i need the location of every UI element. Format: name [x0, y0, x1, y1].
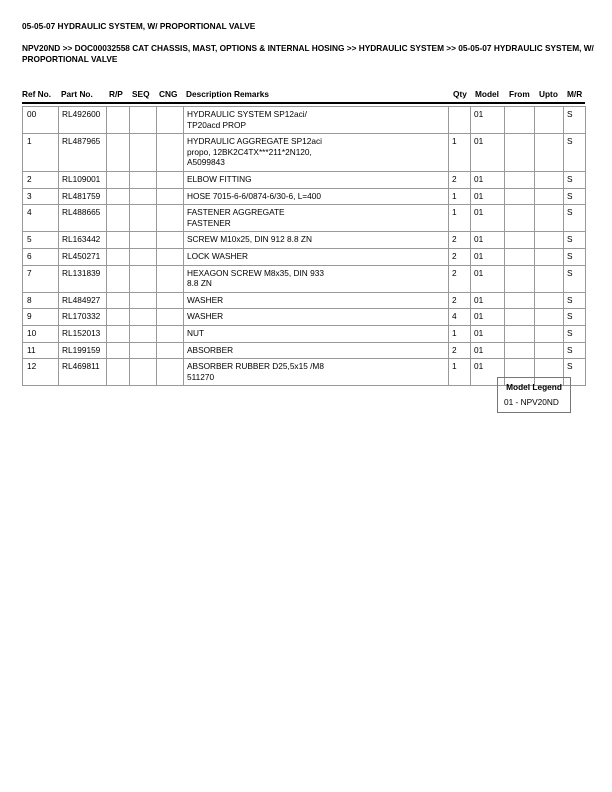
- ref-no-cell: 5: [23, 232, 59, 249]
- rp-cell: [107, 359, 130, 386]
- model-cell: 01: [471, 248, 505, 265]
- header-ref-no: Ref No.: [22, 89, 52, 99]
- header-description: Description Remarks: [186, 89, 270, 99]
- ref-no-cell: 11: [23, 342, 59, 359]
- rp-cell: [107, 188, 130, 205]
- model-cell: 01: [471, 342, 505, 359]
- description-cell: [184, 134, 449, 172]
- model-cell: 01: [471, 359, 505, 386]
- part-no-cell: RL492600: [59, 107, 107, 134]
- description-cell: [184, 188, 449, 205]
- part-no-cell: RL109001: [59, 171, 107, 188]
- rp-cell: [107, 325, 130, 342]
- part-no-cell: RL484927: [59, 292, 107, 309]
- description-line: HEXAGON SCREW M8x35, DIN 933: [187, 267, 324, 278]
- seq-cell: [130, 309, 157, 326]
- parts-table-body: [23, 107, 586, 386]
- upto-cell: [535, 248, 564, 265]
- mr-cell: S: [564, 325, 586, 342]
- part-no-cell: RL481759: [59, 188, 107, 205]
- qty-cell: 1: [449, 325, 471, 342]
- mr-cell: S: [564, 171, 586, 188]
- model-cell: 01: [471, 188, 505, 205]
- ref-no-cell: 9: [23, 309, 59, 326]
- header-seq: SEQ: [132, 89, 150, 99]
- description-line: HOSE 7015-6-6/0874-6/30-6, L=400: [187, 190, 321, 201]
- cng-cell: [157, 309, 184, 326]
- rp-cell: [107, 265, 130, 292]
- table-row: [23, 205, 586, 232]
- upto-cell: [535, 265, 564, 292]
- model-cell: 01: [471, 265, 505, 292]
- qty-cell: 1: [449, 134, 471, 172]
- upto-cell: [535, 232, 564, 249]
- header-model: Model: [475, 89, 499, 99]
- description-line: ABSORBER: [187, 344, 234, 355]
- cng-cell: [157, 205, 184, 232]
- table-row: [23, 265, 586, 292]
- rp-cell: [107, 205, 130, 232]
- table-row: [23, 188, 586, 205]
- from-cell: [505, 342, 535, 359]
- description-line: TP20acd PROP: [187, 119, 247, 130]
- seq-cell: [130, 134, 157, 172]
- cng-cell: [157, 325, 184, 342]
- seq-cell: [130, 359, 157, 386]
- table-row: [23, 107, 586, 134]
- description-line: LOCK WASHER: [187, 250, 249, 261]
- ref-no-cell: 2: [23, 171, 59, 188]
- from-cell: [505, 325, 535, 342]
- qty-cell: 1: [449, 359, 471, 386]
- ref-no-cell: 7: [23, 265, 59, 292]
- ref-no-cell: 3: [23, 188, 59, 205]
- rp-cell: [107, 248, 130, 265]
- description-line: ELBOW FITTING: [187, 173, 252, 184]
- part-no-cell: RL131839: [59, 265, 107, 292]
- description-line: 511270: [187, 371, 215, 382]
- seq-cell: [130, 342, 157, 359]
- description-line: SCREW M10x25, DIN 912 8.8 ZN: [187, 234, 312, 245]
- rp-cell: [107, 292, 130, 309]
- ref-no-cell: 00: [23, 107, 59, 134]
- cng-cell: [157, 134, 184, 172]
- cng-cell: [157, 359, 184, 386]
- from-cell: [505, 292, 535, 309]
- mr-cell: S: [564, 265, 586, 292]
- from-cell: [505, 309, 535, 326]
- qty-cell: 2: [449, 171, 471, 188]
- qty-cell: 2: [449, 248, 471, 265]
- from-cell: [505, 205, 535, 232]
- seq-cell: [130, 292, 157, 309]
- upto-cell: [535, 205, 564, 232]
- qty-cell: 2: [449, 292, 471, 309]
- header-from: From: [509, 89, 530, 99]
- qty-cell: 2: [449, 265, 471, 292]
- ref-no-cell: 10: [23, 325, 59, 342]
- cng-cell: [157, 232, 184, 249]
- description-line: WASHER: [187, 294, 224, 305]
- ref-no-cell: 1: [23, 134, 59, 172]
- cng-cell: [157, 248, 184, 265]
- description-line: propo, 12BK2C4TX***211*2N120,: [187, 146, 312, 157]
- model-cell: 01: [471, 107, 505, 134]
- legend-title: Model Legend: [506, 382, 562, 392]
- model-cell: 01: [471, 292, 505, 309]
- qty-cell: 2: [449, 342, 471, 359]
- rp-cell: [107, 107, 130, 134]
- table-row: [23, 134, 586, 172]
- mr-cell: S: [564, 248, 586, 265]
- model-legend: [497, 377, 571, 413]
- part-no-cell: RL163442: [59, 232, 107, 249]
- upto-cell: [535, 342, 564, 359]
- table-row: [23, 325, 586, 342]
- table-row: [23, 292, 586, 309]
- cng-cell: [157, 171, 184, 188]
- description-cell: [184, 232, 449, 249]
- table-row: [23, 171, 586, 188]
- rp-cell: [107, 309, 130, 326]
- header-cng: CNG: [159, 89, 178, 99]
- parts-table: [22, 106, 586, 386]
- from-cell: [505, 265, 535, 292]
- description-cell: [184, 359, 449, 386]
- rp-cell: [107, 134, 130, 172]
- seq-cell: [130, 188, 157, 205]
- cng-cell: [157, 107, 184, 134]
- description-cell: [184, 292, 449, 309]
- mr-cell: S: [564, 359, 586, 386]
- description-line: FASTENER: [187, 217, 231, 228]
- ref-no-cell: 8: [23, 292, 59, 309]
- cng-cell: [157, 265, 184, 292]
- description-cell: [184, 205, 449, 232]
- mr-cell: S: [564, 134, 586, 172]
- mr-cell: S: [564, 232, 586, 249]
- description-line: A5099843: [187, 157, 225, 168]
- table-row: [23, 342, 586, 359]
- qty-cell: 1: [449, 205, 471, 232]
- seq-cell: [130, 205, 157, 232]
- model-cell: 01: [471, 232, 505, 249]
- seq-cell: [130, 107, 157, 134]
- part-no-cell: RL469811: [59, 359, 107, 386]
- table-row: [23, 248, 586, 265]
- from-cell: [505, 188, 535, 205]
- page-title: 05-05-07 HYDRAULIC SYSTEM, W/ PROPORTIONAL VALVE: [22, 21, 256, 31]
- seq-cell: [130, 171, 157, 188]
- mr-cell: S: [564, 309, 586, 326]
- mr-cell: S: [564, 188, 586, 205]
- header-qty: Qty: [453, 89, 467, 99]
- model-cell: 01: [471, 309, 505, 326]
- description-cell: [184, 325, 449, 342]
- table-row: [23, 309, 586, 326]
- description-line: ABSORBER RUBBER D25,5x15 /M8: [187, 361, 324, 372]
- rp-cell: [107, 232, 130, 249]
- mr-cell: S: [564, 342, 586, 359]
- seq-cell: [130, 325, 157, 342]
- part-no-cell: RL152013: [59, 325, 107, 342]
- description-cell: [184, 107, 449, 134]
- mr-cell: S: [564, 107, 586, 134]
- legend-entry: 01 - NPV20ND: [504, 397, 559, 407]
- part-no-cell: RL170332: [59, 309, 107, 326]
- description-cell: [184, 309, 449, 326]
- from-cell: [505, 232, 535, 249]
- upto-cell: [535, 188, 564, 205]
- model-cell: 01: [471, 171, 505, 188]
- model-cell: 01: [471, 134, 505, 172]
- qty-cell: 2: [449, 232, 471, 249]
- part-no-cell: RL199159: [59, 342, 107, 359]
- upto-cell: [535, 292, 564, 309]
- upto-cell: [535, 134, 564, 172]
- description-line: NUT: [187, 327, 205, 338]
- from-cell: [505, 248, 535, 265]
- header-rp: R/P: [109, 89, 123, 99]
- ref-no-cell: 4: [23, 205, 59, 232]
- header-mr: M/R: [567, 89, 583, 99]
- header-divider: [22, 102, 585, 104]
- seq-cell: [130, 248, 157, 265]
- qty-cell: 4: [449, 309, 471, 326]
- description-line: FASTENER AGGREGATE: [187, 207, 285, 218]
- upto-cell: [535, 325, 564, 342]
- description-line: HYDRAULIC SYSTEM SP12aci/: [187, 109, 307, 119]
- from-cell: [505, 134, 535, 172]
- model-cell: 01: [471, 205, 505, 232]
- description-line: HYDRAULIC AGGREGATE SP12aci: [187, 136, 322, 147]
- description-cell: [184, 342, 449, 359]
- model-cell: 01: [471, 325, 505, 342]
- description-cell: [184, 171, 449, 188]
- description-cell: [184, 248, 449, 265]
- cng-cell: [157, 292, 184, 309]
- description-cell: [184, 265, 449, 292]
- breadcrumb: NPV20ND >> DOC00032558 CAT CHASSIS, MAST, OPTIONS & INTERNAL HOSING >> HYDRAULIC SYSTEM >> 05-05-07 HYDRAULIC SYSTEM, W/ PROPORTIONAL VALVE: [22, 43, 594, 64]
- part-no-cell: RL450271: [59, 248, 107, 265]
- mr-cell: S: [564, 205, 586, 232]
- from-cell: [505, 171, 535, 188]
- upto-cell: [535, 309, 564, 326]
- part-no-cell: RL488665: [59, 205, 107, 232]
- ref-no-cell: 12: [23, 359, 59, 386]
- cng-cell: [157, 342, 184, 359]
- mr-cell: S: [564, 292, 586, 309]
- part-no-cell: RL487965: [59, 134, 107, 172]
- qty-cell: [449, 107, 471, 134]
- header-part-no: Part No.: [61, 89, 93, 99]
- seq-cell: [130, 265, 157, 292]
- table-row: [23, 232, 586, 249]
- upto-cell: [535, 107, 564, 134]
- description-line: WASHER: [187, 311, 224, 322]
- rp-cell: [107, 171, 130, 188]
- ref-no-cell: 6: [23, 248, 59, 265]
- cng-cell: [157, 188, 184, 205]
- upto-cell: [535, 171, 564, 188]
- rp-cell: [107, 342, 130, 359]
- seq-cell: [130, 232, 157, 249]
- header-upto: Upto: [539, 89, 558, 99]
- from-cell: [505, 107, 535, 134]
- qty-cell: 1: [449, 188, 471, 205]
- description-line: 8.8 ZN: [187, 278, 212, 289]
